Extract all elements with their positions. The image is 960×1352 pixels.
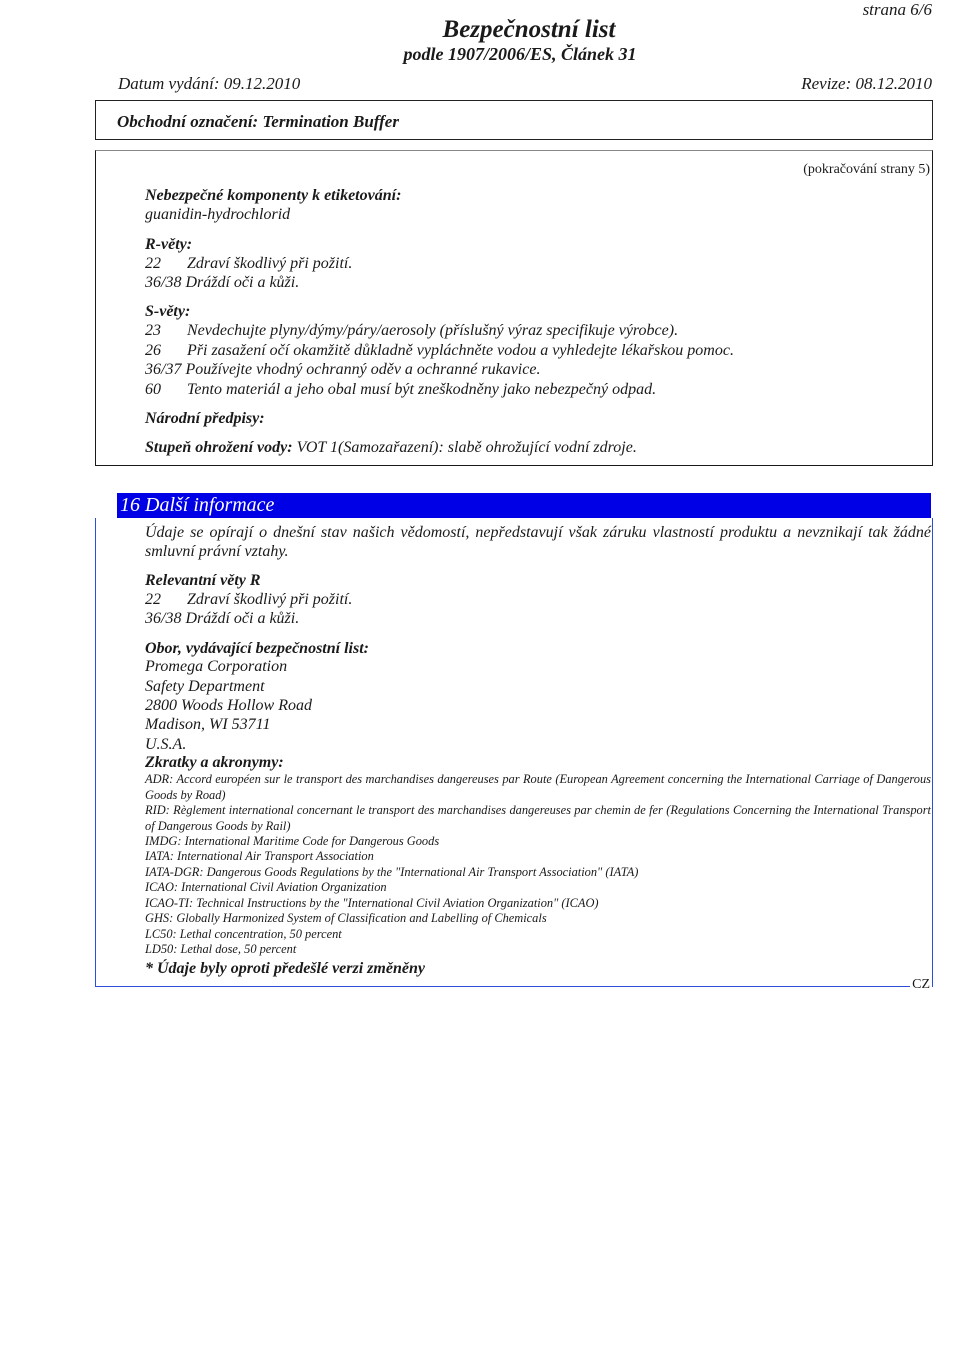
- document-title: Bezpečnostní list: [442, 16, 616, 43]
- s-phrase-code: 36/37: [145, 361, 182, 378]
- hazard-components-label: Nebezpečné komponenty k etiketování:: [145, 187, 402, 204]
- trade-name-box: [95, 100, 933, 140]
- s-phrase-text: Používejte vhodný ochranný oděv a ochranné rukavice.: [185, 361, 541, 378]
- section-16-title: 16 Další informace: [120, 494, 275, 516]
- r-phrase: [145, 590, 352, 610]
- issue-date: Datum vydání: 09.12.2010: [118, 74, 301, 93]
- abbreviation-item: IATA: International Air Transport Association: [145, 849, 374, 863]
- relevant-r-label: Relevantní věty R: [145, 572, 261, 589]
- s-phrase-text: Tento materiál a jeho obal musí být zneškodněny jako nebezpečný odpad.: [187, 381, 657, 398]
- r-phrase-text: Zdraví škodlivý při požití.: [187, 591, 353, 608]
- abbreviation-item: ICAO-TI: Technical Instructions by the "International Civil Aviation Organization" (ICAO): [145, 896, 599, 910]
- r-phrase-code: 36/38: [145, 274, 182, 291]
- continued-note: (pokračování strany 5): [803, 162, 930, 177]
- document-subtitle: podle 1907/2006/ES, Článek 31: [403, 44, 637, 64]
- r-phrase-text: Dráždí oči a kůži.: [185, 274, 300, 291]
- abbreviations-label: Zkratky a akronymy:: [145, 754, 284, 771]
- issuer-label: Obor, vydávající bezpečnostní list:: [145, 640, 369, 657]
- section-16-heading: [117, 493, 931, 518]
- changed-data-note: * Údaje byly oproti předešlé verzi změněny: [145, 960, 425, 977]
- abbreviation-item: LD50: Lethal dose, 50 percent: [145, 942, 297, 956]
- r-phrases-label: R-věty:: [145, 236, 193, 253]
- national-regulations-label: Národní předpisy:: [145, 410, 265, 427]
- r-phrase-text: Dráždí oči a kůži.: [185, 610, 300, 627]
- r-phrase-text: Zdraví škodlivý při požití.: [187, 255, 353, 272]
- s-phrase: [145, 321, 678, 341]
- abbreviation-item: IMDG: International Maritime Code for Dangerous Goods: [145, 834, 440, 848]
- issuer-line: Madison, WI 53711: [145, 716, 271, 733]
- issuer-line: U.S.A.: [145, 736, 187, 753]
- revision-date: Revize: 08.12.2010: [801, 74, 932, 93]
- r-phrase: [145, 609, 299, 629]
- abbreviation-item: IATA-DGR: Dangerous Goods Regulations by the "International Air Transport Association" (IATA): [145, 865, 639, 879]
- r-phrase-code: 22: [145, 591, 161, 608]
- issuer-line: Safety Department: [145, 678, 265, 695]
- issuer-line: Promega Corporation: [145, 658, 288, 675]
- water-hazard-value: VOT 1(Samozařazení): slabě ohrožující vodní zdroje.: [296, 439, 637, 456]
- s-phrase: [145, 360, 540, 380]
- hazard-components-value: guanidin-hydrochlorid: [145, 206, 291, 223]
- abbreviation-item: RID: Règlement international concernant le transport des marchandises dangereuses par chemin de fer (Regulations Concerning the International Transport of Dangerous Goods by Rail): [145, 803, 931, 833]
- s-phrase-code: 60: [145, 381, 161, 398]
- s-phrase-text: Při zasažení očí okamžitě důkladně vypláchněte vodou a vyhledejte lékařskou pomoc.: [187, 342, 734, 359]
- s-phrase-code: 26: [145, 342, 161, 359]
- issuer-line: 2800 Woods Hollow Road: [145, 697, 312, 714]
- abbreviation-item: GHS: Globally Harmonized System of Classification and Labelling of Chemicals: [145, 911, 547, 925]
- r-phrase-code: 22: [145, 255, 161, 272]
- page-number: strana 6/6: [862, 0, 932, 19]
- water-hazard-line: [145, 438, 637, 458]
- s-phrase: [145, 380, 656, 400]
- s-phrase-code: 23: [145, 322, 161, 339]
- trade-name: Obchodní označení: Termination Buffer: [117, 112, 399, 131]
- s-phrase-text: Nevdechujte plyny/dýmy/páry/aerosoly (příslušný výraz specifikuje výrobce).: [187, 322, 679, 339]
- r-phrase: [145, 273, 299, 293]
- abbreviation-item: ADR: Accord européen sur le transport des marchandises dangereuses par Route (European Agreement concerning the International Carriage of Dangerous Goods by Road): [145, 772, 931, 802]
- abbreviation-item: ICAO: International Civil Aviation Organization: [145, 880, 387, 894]
- r-phrase: [145, 254, 352, 274]
- s-phrase: [145, 341, 734, 361]
- disclaimer-text: Údaje se opírají o dnešní stav našich vědomostí, nepředstavují však záruku vlastností produktu a nevznikají tak žádné smluvní právní vztahy.: [145, 524, 931, 560]
- abbreviation-item: LC50: Lethal concentration, 50 percent: [145, 927, 342, 941]
- s-phrases-label: S-věty:: [145, 303, 191, 320]
- water-hazard-label: Stupeň ohrožení vody:: [145, 439, 293, 456]
- language-code: CZ: [912, 977, 930, 992]
- r-phrase-code: 36/38: [145, 610, 182, 627]
